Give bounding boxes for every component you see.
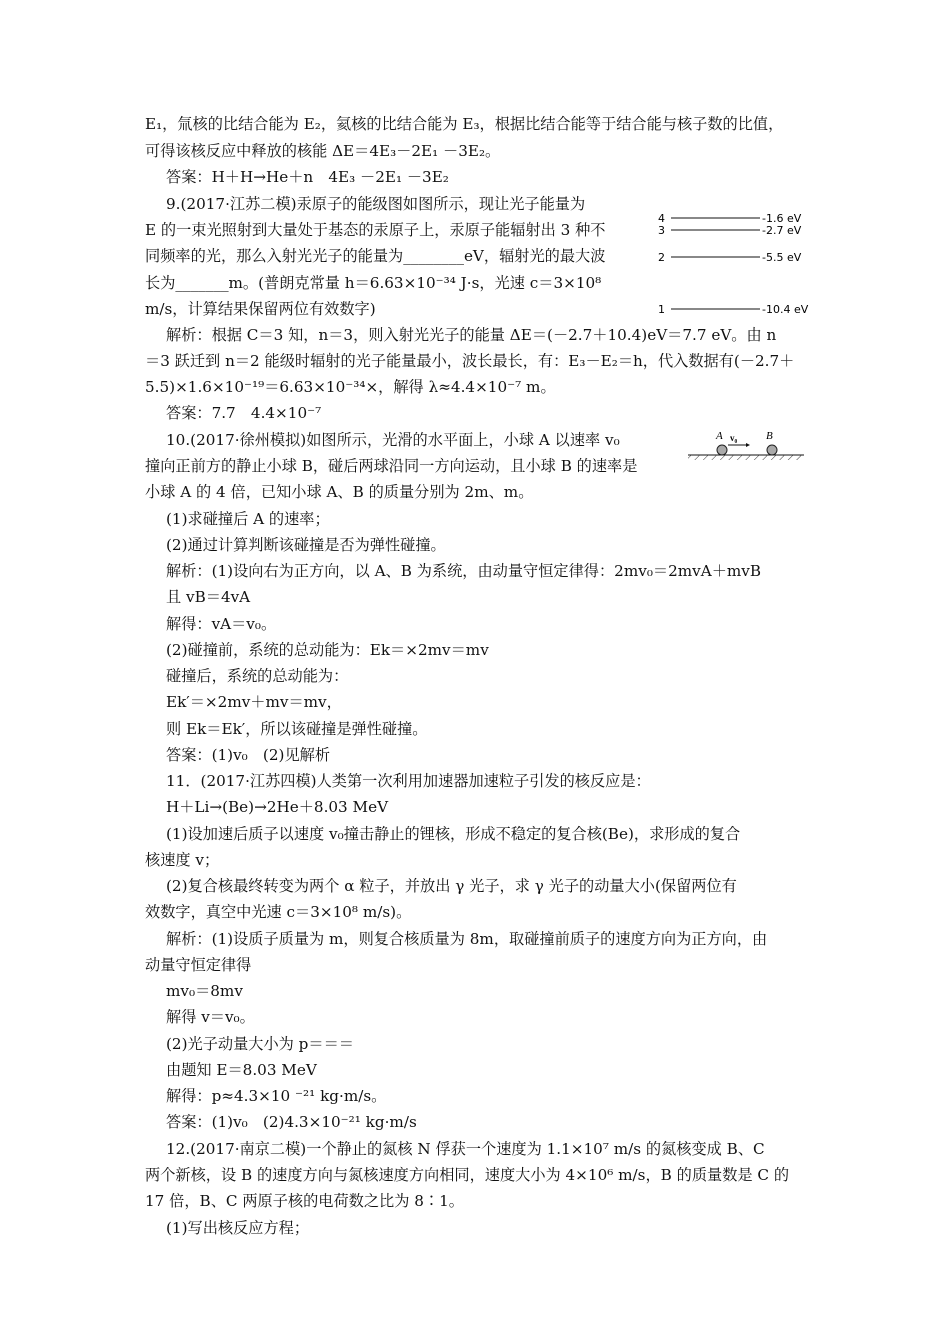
velocity-label: v₀ bbox=[730, 433, 738, 443]
level-number: 2 bbox=[658, 251, 665, 264]
text-line: 11．(2017·江苏四模)人类第一次利用加速器加速粒子引发的核反应是： bbox=[166, 772, 651, 790]
ball-b-label: B bbox=[766, 430, 773, 442]
text-line: 动量守恒定律得 bbox=[145, 956, 252, 974]
text-line: 解析：(1)设向右为正方向，以 A、B 为系统，由动量守恒定律得：2mv₀＝2mvA＋mvB bbox=[166, 562, 762, 580]
text-line: 解析：根据 C＝3 知，n＝3，则入射光光子的能量 ΔE＝(－2.7＋10.4)eV＝7.7 eV。由 n bbox=[166, 326, 777, 344]
level-number: 1 bbox=[658, 303, 665, 316]
text-line: 答案：7.7 4.4×10⁻⁷ bbox=[166, 404, 322, 422]
text-line: 5.5)×1.6×10⁻¹⁹＝6.63×10⁻³⁴×，解得 λ≈4.4×10⁻⁷ m。 bbox=[145, 378, 556, 396]
text-line: 答案：H＋H→He＋n 4E₃ －2E₁ －3E₂ bbox=[166, 168, 449, 186]
text-line: 12.(2017·南京二模)一个静止的氮核 N 俘获一个速度为 1.1×10⁷ m/s 的氮核变成 B、C bbox=[166, 1140, 765, 1158]
text-line: 由题知 E＝8.03 MeV bbox=[166, 1061, 317, 1079]
text-line: (2)复合核最终转变为两个 α 粒子，并放出 γ 光子，求 γ 光子的动量大小(保留两位有 bbox=[166, 877, 737, 895]
text-line: 答案：(1)v₀ (2)见解析 bbox=[166, 746, 331, 764]
text-line: 解得：vA＝v₀。 bbox=[166, 615, 277, 633]
text-line: (2)碰撞前，系统的总动能为：Ek＝×2mv＝mv bbox=[166, 641, 489, 659]
ground-hatch bbox=[688, 455, 804, 460]
ball-a bbox=[717, 445, 727, 455]
text-line: (1)写出核反应方程； bbox=[166, 1219, 310, 1237]
text-line: H＋Li→(Be)→2He＋8.03 MeV bbox=[166, 798, 389, 816]
text-line: ＝3 跃迁到 n＝2 能级时辐射的光子能量最小，波长最长，有：E₃－E₂＝h，代入数据有(－2.7＋ bbox=[145, 352, 795, 370]
text-line: 同频率的光，那么入射光光子的能量为________eV，辐射光的最大波 bbox=[145, 247, 606, 265]
velocity-arrowhead bbox=[746, 443, 750, 447]
text-line: mv₀＝8mv bbox=[166, 982, 243, 1000]
text-line: m/s，计算结果保留两位有效数字) bbox=[145, 300, 376, 318]
ball-b bbox=[767, 445, 777, 455]
text-line: (1)求碰撞后 A 的速率； bbox=[166, 510, 330, 528]
text-line: 效数字，真空中光速 c＝3×10⁸ m/s)。 bbox=[145, 903, 412, 921]
collision-diagram bbox=[686, 426, 806, 468]
text-line: E 的一束光照射到大量处于基态的汞原子上，汞原子能辐射出 3 种不 bbox=[145, 221, 606, 239]
text-line: 解析：(1)设质子质量为 m，则复合核质量为 8m，取碰撞前质子的速度方向为正方向，由 bbox=[166, 930, 768, 948]
ball-a-label: A bbox=[716, 430, 723, 442]
text-line: Ek′＝×2mv＋mv＝mv， bbox=[166, 693, 342, 711]
level-energy: -5.5 eV bbox=[762, 251, 802, 264]
text-line: 解得：p≈4.3×10 ⁻²¹ kg·m/s。 bbox=[166, 1087, 387, 1105]
level-number: 3 bbox=[658, 224, 665, 237]
text-line: (2)光子动量大小为 p＝＝＝ bbox=[166, 1035, 354, 1053]
text-line: E₁，氚核的比结合能为 E₂，氦核的比结合能为 E₃，根据比结合能等于结合能与核子数的比值， bbox=[145, 115, 784, 133]
level-energy: -1.6 eV bbox=[762, 212, 802, 225]
energy-level-diagram bbox=[655, 205, 815, 320]
text-line: 且 vB＝4vA bbox=[166, 588, 251, 606]
text-line: 撞向正前方的静止小球 B，碰后两球沿同一方向运动，且小球 B 的速率是 bbox=[145, 457, 638, 475]
text-line: 核速度 v； bbox=[145, 851, 220, 869]
text-line: 答案：(1)v₀ (2)4.3×10⁻²¹ kg·m/s bbox=[166, 1113, 417, 1131]
level-energy: -2.7 eV bbox=[762, 224, 802, 237]
text-line: (2)通过计算判断该碰撞是否为弹性碰撞。 bbox=[166, 536, 446, 554]
level-energy: -10.4 eV bbox=[762, 303, 809, 316]
text-line: 解得 v＝v₀。 bbox=[166, 1008, 255, 1026]
text-line: (1)设加速后质子以速度 v₀撞击静止的锂核，形成不稳定的复合核(Be)，求形成的复合 bbox=[166, 825, 741, 843]
text-line: 两个新核，设 B 的速度方向与氮核速度方向相同，速度大小为 4×10⁶ m/s，B 的质量数是 C 的 bbox=[145, 1166, 790, 1184]
text-line: 碰撞后，系统的总动能为： bbox=[166, 667, 349, 685]
text-line: 长为_______m。(普朗克常量 h＝6.63×10⁻³⁴ J·s，光速 c＝3×10⁸ bbox=[145, 274, 602, 292]
text-line: 9.(2017·江苏二模)汞原子的能级图如图所示，现让光子能量为 bbox=[166, 195, 586, 213]
text-line: 小球 A 的 4 倍，已知小球 A、B 的质量分别为 2m、m。 bbox=[145, 483, 534, 501]
text-line: 10.(2017·徐州模拟)如图所示，光滑的水平面上，小球 A 以速率 v₀ bbox=[166, 431, 620, 449]
text-line: 17 倍，B、C 两原子核的电荷数之比为 8∶1。 bbox=[145, 1192, 464, 1210]
text-line: 可得该核反应中释放的核能 ΔE＝4E₃－2E₁ －3E₂。 bbox=[145, 142, 501, 160]
level-number: 4 bbox=[658, 212, 665, 225]
text-line: 则 Ek＝Ek′，所以该碰撞是弹性碰撞。 bbox=[166, 720, 428, 738]
